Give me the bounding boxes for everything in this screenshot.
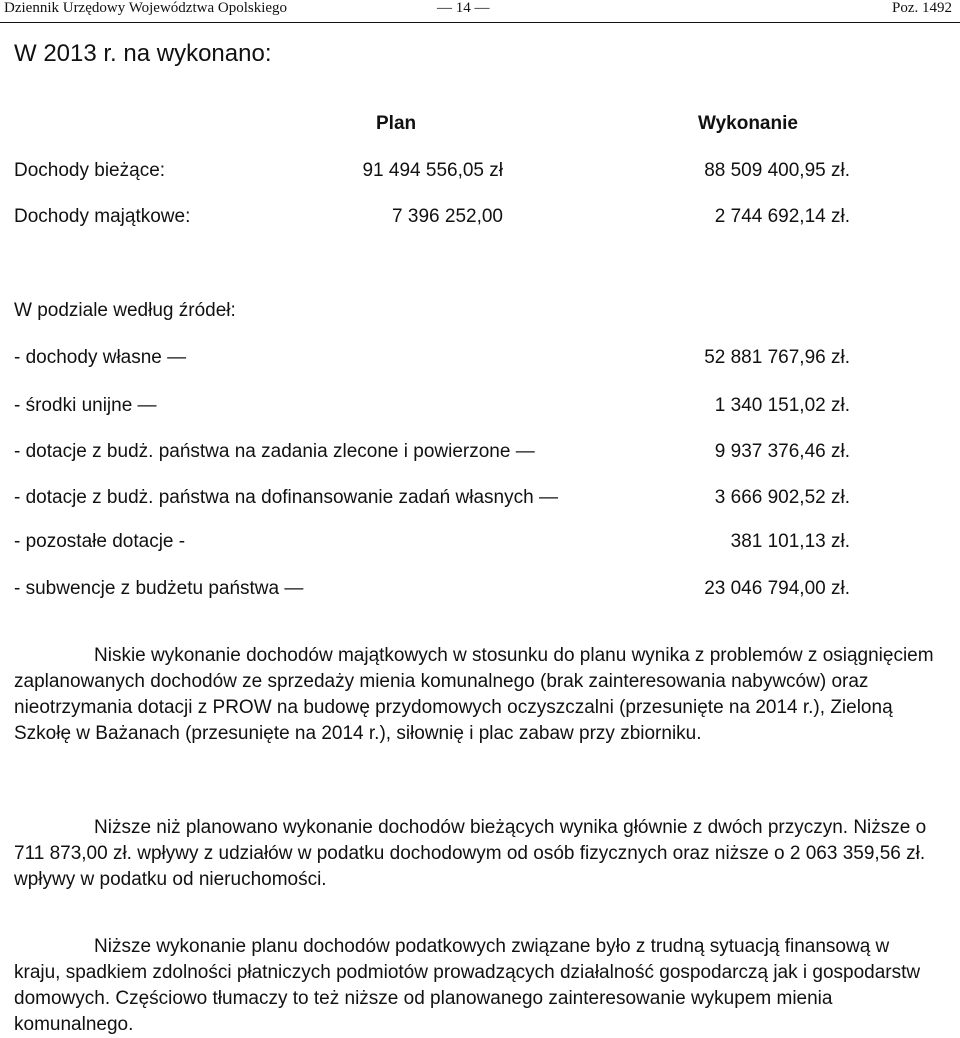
source-label: - dotacje z budż. państwa na dofinansowanie zadań własnych — bbox=[14, 487, 558, 508]
column-header-plan: Plan bbox=[376, 113, 417, 134]
source-value: 52 881 767,96 zł. bbox=[704, 347, 850, 368]
source-label: - dotacje z budż. państwa na zadania zlecone i powierzone — bbox=[14, 441, 535, 462]
source-label: - pozostałe dotacje - bbox=[14, 531, 186, 552]
explanation-paragraph: Niskie wykonanie dochodów majątkowych w stosunku do planu wynika z problemów z osiągnięciem zaplanowanych dochodów ze sprzedaży mienia komunalnego (brak zainteresowania nabywców) oraz nieotrzymania dotacji z PROW na budowę przydomowych oczyszczalni (przesunięte na 2014 r.), Zieloną Szkołę w Bażanach (przesunięte na 2014 r.), siłownię i plac zabaw przy zbiorniku. bbox=[14, 645, 934, 744]
source-value: 23 046 794,00 zł. bbox=[704, 578, 850, 599]
explanation-paragraph: Niższe niż planowano wykonanie dochodów bieżących wynika głównie z dwóch przyczyn. Niższe o 711 873,00 zł. wpływy z udziałów w podatku dochodowym od osób fizycznych oraz niższe o 2 063 359,56 zł. wpływy w podatku od nieruchomości. bbox=[14, 817, 927, 890]
source-value: 1 340 151,02 zł. bbox=[714, 395, 850, 416]
row-label: Dochody bieżące: bbox=[14, 160, 166, 181]
position-number: Poz. 1492 bbox=[892, 0, 952, 16]
row-plan-value: 91 494 556,05 zł bbox=[362, 160, 503, 181]
source-value: 381 101,13 zł. bbox=[730, 531, 850, 552]
source-label: - dochody własne — bbox=[14, 347, 187, 368]
source-value: 9 937 376,46 zł. bbox=[714, 441, 850, 462]
row-execution-value: 2 744 692,14 zł. bbox=[714, 206, 850, 227]
section-heading: W 2013 r. na wykonano: bbox=[14, 40, 272, 67]
page-header bbox=[0, 0, 960, 23]
page-number: — 14 — bbox=[437, 0, 490, 16]
source-label: - środki unijne — bbox=[14, 395, 157, 416]
explanation-paragraph: Niższe wykonanie planu dochodów podatkowych związane było z trudną sytuacją finansową w kraju, spadkiem zdolności płatniczych podmiotów prowadzących działalność gospodarczą jak i gospodarstw domowych. Częściowo tłumaczy to też niższe od planowanego zainteresowanie wykupem mienia komunalnego. bbox=[14, 936, 921, 1035]
column-header-execution: Wykonanie bbox=[698, 113, 798, 134]
row-plan-value: 7 396 252,00 bbox=[392, 206, 503, 227]
row-label: Dochody majątkowe: bbox=[14, 206, 191, 227]
sources-title: W podziale według źródeł: bbox=[14, 300, 236, 321]
source-value: 3 666 902,52 zł. bbox=[714, 487, 850, 508]
publication-title: Dziennik Urzędowy Województwa Opolskiego bbox=[4, 0, 288, 16]
source-label: - subwencje z budżetu państwa — bbox=[14, 578, 304, 599]
row-execution-value: 88 509 400,95 zł. bbox=[704, 160, 850, 181]
